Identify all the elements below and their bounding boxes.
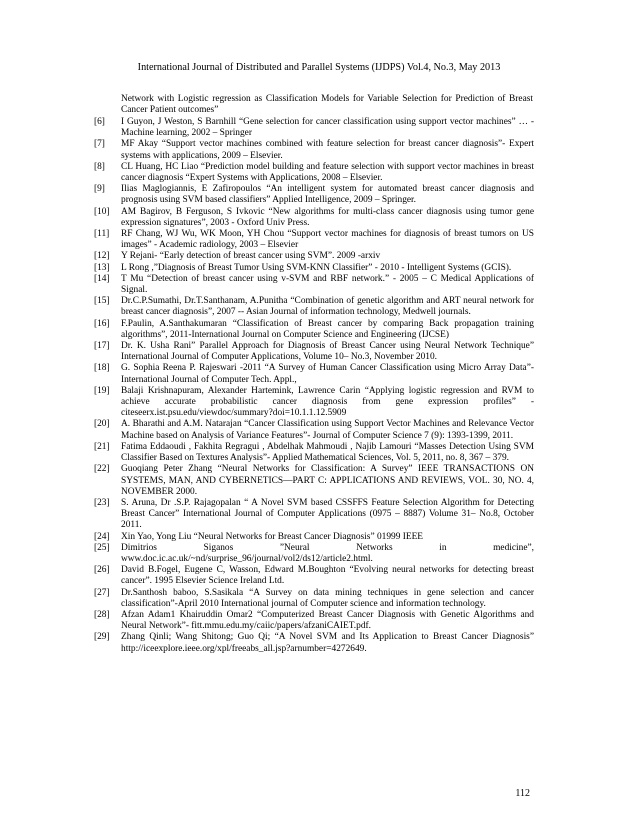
reference-item	[94, 363, 534, 385]
reference-number: [7]	[94, 139, 105, 150]
reference-item	[94, 162, 534, 184]
reference-number: [17]	[94, 341, 110, 352]
reference-text: CL Huang, HC Liao “Prediction model building and feature selection with support vector machines in breast cancer diagnosis “Expert Systems with Applications, 2008 – Elsevier.	[121, 161, 534, 184]
reference-item	[94, 341, 534, 363]
reference-text: David B.Fogel, Eugene C, Wasson, Edward M.Boughton “Evolving neural networks for detecting breast cancer”. 1995 Elsevier Science Ireland Ltd.	[121, 565, 534, 587]
reference-number: [25]	[94, 542, 110, 553]
reference-text: Dr.Santhosh baboo, S.Sasikala “A Survey on data mining techniques in gene selection and cancer classification”-April 2010 International journal of Computer science and information technology.	[121, 587, 534, 609]
reference-text: T Mu “Detection of breast cancer using v-SVM and RBF network.” - 2005 – C Medical Applications of Signal.	[121, 273, 534, 296]
reference-text: Dr.C.P.Sumathi, Dr.T.Santhanam, A.Punitha “Combination of genetic algorithm and ART neural network for breast cancer diagnosis”, 2007 -- Asian Journal of information technology, Medwell journals.	[121, 296, 534, 318]
reference-text: RF Chang, WJ Wu, WK Moon, YH Chou “Support vector machines for diagnosis of breast tumors on US images” - Academic radiology, 2003 – Elsevier	[121, 229, 534, 251]
reference-number: [29]	[94, 632, 110, 643]
reference-item	[94, 498, 534, 532]
reference-item	[94, 442, 534, 464]
reference-item	[94, 251, 534, 262]
reference-continuation: Network with Logistic regression as Classification Models for Variable Selection for Prediction of Breast Cancer Patient outcomes”	[121, 94, 533, 116]
reference-item	[94, 419, 534, 441]
reference-text: Y Rejani- “Early detection of breast cancer using SVM”. 2009 -arxiv	[121, 251, 381, 262]
reference-text: Dimitrios Siganos ”Neural Networks in medicine”, www.doc.ic.ac.uk/~nd/surprise_96/journal/vol2/ds12/article2.html.	[121, 542, 534, 564]
reference-text: Guoqiang Peter Zhang “Neural Networks for Classification: A Survey” IEEE TRANSACTIONS ON SYSTEMS, MAN, AND CYBERNETICS—PART C: APPLICATIONS AND REVIEWS, VOL. 30, NO. 4, NOVEMBER 2000.	[121, 464, 534, 497]
reference-item	[94, 588, 534, 610]
reference-item	[94, 386, 534, 420]
reference-text: Fatima Eddaoudi , Fakhita Regragui , Abdelhak Mahmoudi , Najib Lamouri “Masses Detection Using SVM Classifier Based on Textures Analysis”- Applied Mathematical Sciences, Vol. 5, 2011, no. 8, 367 – 379.	[121, 441, 534, 464]
reference-number: [10]	[94, 206, 110, 217]
reference-text: G. Sophia Reena P. Rajeswari -2011 “A Survey of Human Cancer Classification using Micro Array Data”- International Journal of Computer Tech. Appl.,	[121, 363, 534, 385]
reference-item	[94, 263, 534, 274]
reference-number: [18]	[94, 363, 110, 374]
reference-item	[94, 274, 534, 296]
reference-number: [20]	[94, 419, 110, 430]
reference-text: Afzan Adam1 Khairuddin Omar2 “Computerized Breast Cancer Diagnosis with Genetic Algorithms and Neural Network”- fitt.mmu.edu.my/caiic/papers/afzaniCAIET.pdf.	[121, 609, 534, 632]
reference-text: Xin Yao, Yong Liu “Neural Networks for Breast Cancer Diagnosis” 01999 IEEE	[121, 531, 424, 542]
reference-number: [21]	[94, 441, 110, 452]
reference-number: [14]	[94, 273, 110, 284]
reference-text: Dr. K. Usha Rani” Parallel Approach for Diagnosis of Breast Cancer using Neural Network Technique” International Journal of Computer Applications, Volume 10– No.3, November 2010.	[121, 341, 534, 363]
reference-item	[94, 610, 534, 632]
reference-number: [24]	[94, 531, 110, 542]
reference-item	[94, 565, 534, 587]
reference-number: [26]	[94, 565, 110, 576]
reference-text: AM Bagirov, B Ferguson, S Ivkovic “New algorithms for multi-class cancer diagnosis using tumor gene expression signatures”, 2003 - Oxford Univ Press.	[121, 206, 534, 228]
reference-number: [27]	[94, 587, 110, 598]
reference-text: A. Bharathi and A.M. Natarajan “Cancer Classification using Support Vector Machines and Relevance Vector Machine based on Analysis of Variance Features”- Journal of Computer Science 7 (9): 1393-1399, 2011.	[121, 419, 534, 441]
reference-number: [12]	[94, 251, 110, 262]
reference-text: F.Paulin, A.Santhakumaran “Classification of Breast cancer by comparing Back propagation training algorithms”, 2011-International Journal on Computer Science and Engineering (IJCSE)	[121, 318, 534, 340]
reference-item	[94, 184, 534, 206]
reference-text: MF Akay “Support vector machines combined with feature selection for breast cancer diagnosis”- Expert systems with applications, 2009 – Elsevier.	[121, 139, 534, 161]
reference-text: L Rong ,”Diagnosis of Breast Tumor Using SVM-KNN Classifier” - 2010 - Intelligent Systems (GCIS).	[121, 262, 512, 273]
reference-text: Zhang Qinli; Wang Shitong; Guo Qi; “A Novel SVM and Its Application to Breast Cancer Diagnosis” http://iceexplore.ieee.org/xpl/freeabs_all.jsp?arnumber=4272649.	[121, 632, 534, 654]
reference-text: I Guyon, J Weston, S Barnhill “Gene selection for cancer classification using support vector machines” … - Machine learning, 2002 – Springer	[121, 117, 534, 139]
reference-item	[94, 532, 534, 543]
reference-number: [28]	[94, 609, 110, 620]
reference-number: [15]	[94, 296, 110, 307]
reference-number: [19]	[94, 385, 110, 396]
reference-item	[94, 296, 534, 318]
reference-number: [13]	[94, 262, 110, 273]
reference-text: S. Aruna, Dr .S.P. Rajagopalan “ A Novel SVM based CSSFFS Feature Selection Algorithm for Detecting Breast Cancer” International Journal of Computer Applications (0975 – 8887) Volume 31– No.8, October 2011.	[121, 497, 534, 531]
reference-item	[94, 543, 534, 565]
reference-item	[94, 229, 534, 251]
running-header: International Journal of Distributed and Parallel Systems (IJDPS) Vol.4, No.3, May 2013	[137, 62, 501, 73]
reference-item	[94, 207, 534, 229]
reference-number: [16]	[94, 318, 110, 329]
reference-item	[94, 632, 534, 654]
reference-number: [6]	[94, 117, 105, 127]
reference-text: Ilias Maglogiannis, E Zafiropoulos “An intelligent system for automated breast cancer diagnosis and prognosis using SVM based classifiers” Applied Intelligence, 2009 – Springer.	[121, 184, 534, 206]
page-number: 112	[515, 788, 530, 799]
reference-item	[94, 464, 534, 498]
reference-item	[94, 319, 534, 341]
reference-number: [22]	[94, 464, 110, 475]
reference-number: [8]	[94, 161, 105, 172]
reference-number: [9]	[94, 184, 105, 195]
reference-item	[94, 117, 534, 139]
reference-item	[94, 139, 534, 161]
reference-list	[94, 117, 534, 655]
reference-number: [11]	[94, 229, 110, 240]
reference-text: Balaji Krishnapuram, Alexander Hartemink, Lawrence Carin “Applying logistic regression and RVM to achieve accurate probabilistic cancer diagnosis from gene expression profiles” - citeseerx.ist.psu.edu/viewdoc/summary?doi=10.1.1.12.5909	[121, 385, 534, 419]
reference-number: [23]	[94, 497, 110, 508]
